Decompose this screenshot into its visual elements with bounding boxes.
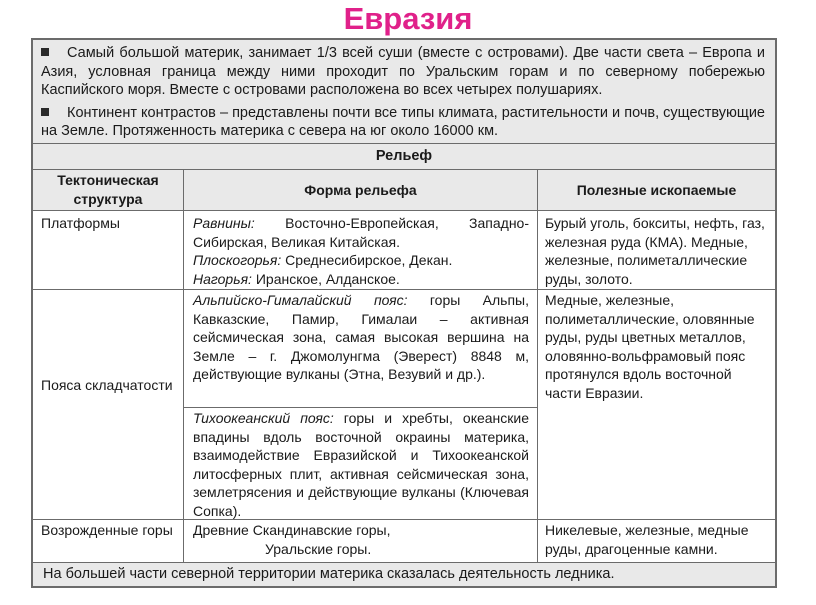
bullet-icon (41, 48, 49, 56)
plains-line: Равнины: Восточно-Европейская, Западно-Сибирская, Великая Китайская. (193, 215, 529, 250)
plateaus-line: Плоскогорья: Среднесибирское, Декан. (193, 252, 453, 269)
row-folds-minerals: Медные, железные, полиметаллические, оловянные руды, руды цветных металлов, оловянно-вольфрамовый пояс протянулся вдоль восточной части Евразии. (545, 292, 755, 401)
row-folds-pacific: Тихоокеанский пояс: горы и хребты, океанские впадины вдоль восточной окраины материка, взаимодействие Евразийской и Тихоокеанской литосферных плит, активная сейсмическая зона, землетрясения и действующие вулканы (Ключевая Сопка). (193, 410, 530, 519)
highlands-line: Нагорья: Иранское, Алданское. (193, 270, 400, 287)
row-platforms-forms (193, 214, 529, 288)
row-folds-name: Пояса складчатости (41, 377, 173, 393)
row-revived-name: Возрожденные горы (41, 522, 173, 538)
header-minerals: Полезные ископаемые (538, 170, 775, 210)
page-title: Евразия (343, 1, 473, 36)
row-revived-minerals: Никелевые, железные, медные руды, драгоценные камни. (545, 522, 749, 557)
bullet-icon (41, 108, 49, 116)
column-divider (537, 170, 538, 563)
inner-divider (184, 407, 537, 408)
footer-note: На большей части северной территории материка сказалась деятельность ледника. (33, 563, 775, 586)
divider (33, 519, 775, 520)
row-platforms-minerals: Бурый уголь, бокситы, нефть, газ, железная руда (КМА). Медные, железные, полиметаллические руды, золото. (545, 215, 765, 287)
row-folds-alpine: Альпийско-Гималайский пояс: горы Альпы, Кавказские, Памир, Гималаи – активная сейсмическая зона, самая высокая вершина на Земле – г. Джомолунгма (Эверест) 8848 м, действующие вулканы (Этна, Везувий и др.). (193, 292, 529, 383)
header-form: Форма рельефа (184, 170, 537, 210)
divider (33, 289, 775, 290)
intro-block (33, 40, 775, 143)
row-platforms-name: Платформы (41, 215, 120, 231)
section-title-relief: Рельеф (33, 144, 775, 169)
row-revived-forms: Древние Скандинавские горы, Уральские горы. (193, 522, 391, 557)
column-divider (183, 170, 184, 563)
intro-paragraph-1: Самый большой материк, занимает 1/3 всей суши (вместе с островами). Две части света – Европа и Азия, условная граница между ними проходит по Уральским горам и по северному побережью Каспийского моря. Вместе с островами расположена во всех четырех полушариях. (41, 45, 765, 99)
intro-paragraph-2: Континент контрастов – представлены почти все типы климата, растительности и почв, существующие на Земле. Протяженность материка с севера на юг около 16000 км. (41, 104, 765, 140)
divider (33, 210, 775, 211)
info-table (31, 38, 777, 588)
header-structure: Тектоническая структура (33, 170, 183, 210)
